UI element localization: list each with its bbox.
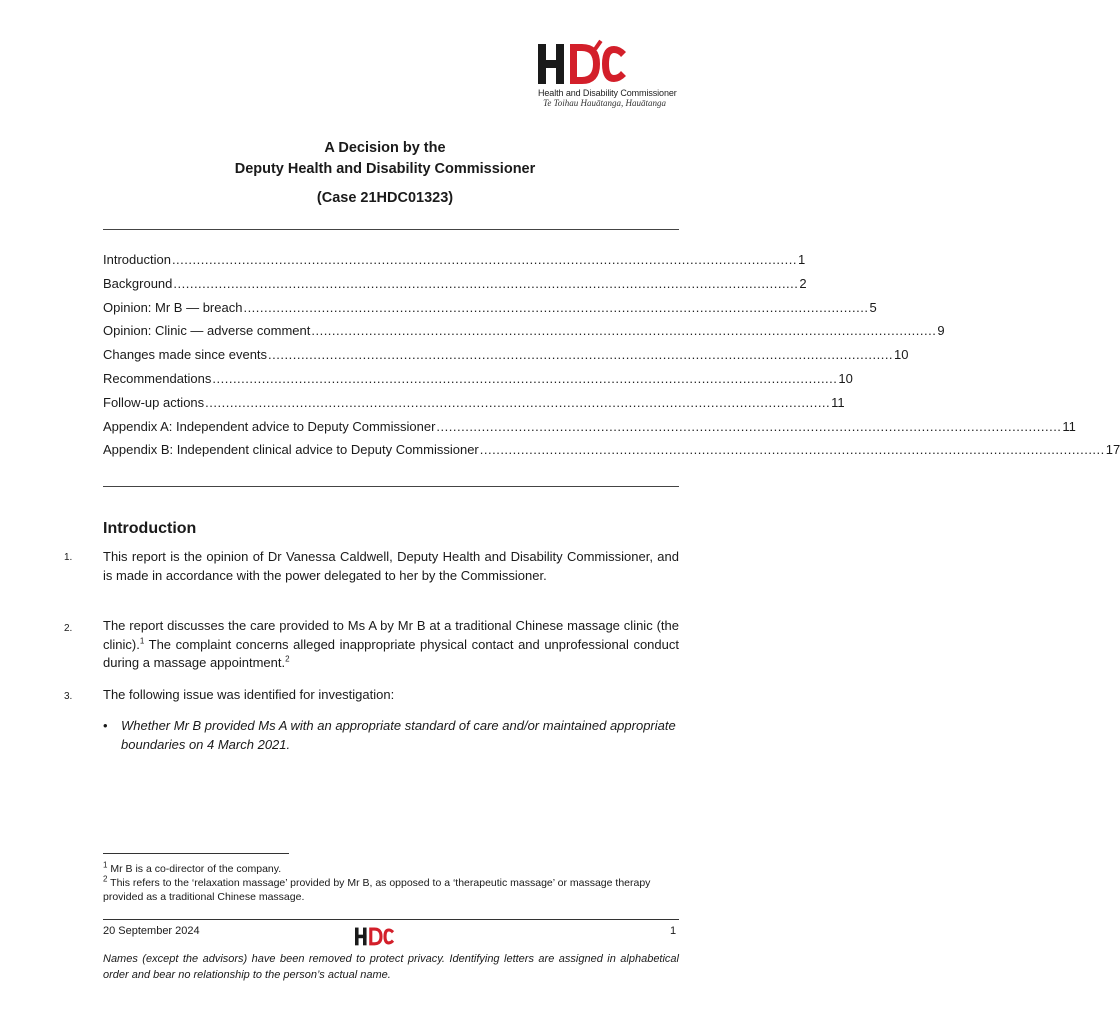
toc-page: 17 — [1105, 442, 1120, 458]
issue-text: Whether Mr B provided Ms A with an appropriate standard of care and/or maintained appropriate boundaries on 4 March 2021. — [121, 718, 676, 752]
toc-page: 1 — [797, 252, 806, 267]
toc-top-rule — [103, 229, 679, 230]
hdc-logo — [538, 40, 688, 108]
toc-label: Opinion: Clinic — adverse comment — [103, 323, 311, 339]
table-of-contents — [103, 252, 1120, 466]
privacy-disclaimer: Names (except the advisors) have been removed to protect privacy. Identifying letters are assigned in alphabetical order and bear no relationship to the person’s actual name. — [103, 953, 679, 981]
logo-org-name: Health and Disability Commissioner — [538, 88, 677, 98]
toc-row[interactable]: Changes made since events ........................................................................................................................................................ 10 — [103, 347, 909, 363]
toc-page: 2 — [799, 275, 807, 291]
toc-label: Appendix A: Independent advice to Deputy Commissioner — [103, 418, 436, 434]
footer-rule — [103, 919, 679, 920]
toc-label: Introduction — [103, 252, 171, 267]
logo-maori-name: Te Toihau Hauātanga, Hauātanga — [543, 98, 666, 108]
document-title — [0, 138, 770, 209]
toc-page: 11 — [831, 394, 845, 410]
toc-row[interactable]: Introduction ........................................................................................................................................................ 1 — [103, 252, 806, 267]
paragraph-number: 1. — [64, 552, 73, 563]
toc-page: 10 — [894, 347, 909, 363]
toc-page: 9 — [937, 323, 945, 339]
toc-page: 11 — [1062, 418, 1076, 434]
toc-bottom-rule — [103, 486, 679, 487]
title-line-2: Deputy Health and Disability Commissioner — [234, 161, 536, 177]
issue-bullet — [103, 716, 679, 754]
toc-row[interactable]: Background ........................................................................................................................................................ 2 — [103, 275, 807, 291]
toc-label: Follow-up actions — [103, 394, 205, 410]
paragraph-3: The following issue was identified for investigation: — [103, 687, 395, 702]
title-line-1: A Decision by the — [324, 140, 446, 156]
toc-row[interactable]: Opinion: Clinic — adverse comment ........................................................................................................................................................ 9 — [103, 323, 945, 339]
toc-label: Recommendations — [103, 370, 212, 386]
bullet-dot: • — [103, 718, 108, 733]
toc-row[interactable]: Recommendations ........................................................................................................................................................ 10 — [103, 370, 853, 386]
hdc-logo-mark — [538, 40, 628, 86]
paragraph-1: This report is the opinion of Dr Vanessa Caldwell, Deputy Health and Disability Commissioner, and is made in accordance with the power delegated to her by the Commissioner. — [103, 549, 679, 583]
paragraph-number: 3. — [64, 691, 73, 702]
paragraph-number: 2. — [64, 623, 73, 634]
footnote-ref-2[interactable]: 2 — [285, 654, 290, 664]
case-number: (Case 21HDC01323) — [316, 190, 454, 206]
footer-hdc-logo — [355, 924, 395, 953]
section-heading-introduction: Introduction — [103, 520, 197, 537]
paragraph-2: The report discusses the care provided to Ms A by Mr B at a traditional Chinese massage clinic (the clinic).$^1$ The complaint concerns alleged inappropriate physical contact and unprofessional conduct during a massage appointment.$^2$ — [103, 618, 679, 670]
toc-row[interactable]: Appendix A: Independent advice to Deputy Commissioner ........................................................................................................................................................ 11 — [103, 418, 1076, 434]
footer-page-number: 1 — [670, 925, 677, 937]
toc-page: 5 — [869, 299, 877, 315]
toc-label: Changes made since events — [103, 347, 268, 363]
footnote-1: $^1$ Mr B is a co-director of the company. — [103, 860, 282, 875]
footnote-separator — [103, 853, 289, 854]
footer-date: 20 September 2024 — [103, 925, 200, 937]
toc-page: 10 — [838, 370, 853, 386]
toc-label: Background — [103, 275, 173, 291]
footnotes — [103, 862, 679, 904]
toc-row[interactable]: Opinion: Mr B — breach ........................................................................................................................................................ 5 — [103, 299, 877, 315]
toc-label: Appendix B: Independent clinical advice to Deputy Commissioner — [103, 442, 479, 458]
footnote-ref-1[interactable]: 1 — [139, 636, 145, 646]
toc-row[interactable]: Follow-up actions ........................................................................................................................................................ 11 — [103, 394, 845, 410]
toc-row[interactable]: Appendix B: Independent clinical advice to Deputy Commissioner ........................................................................................................................................................ 17 — [103, 442, 1120, 458]
footnote-2: $^2$ This refers to the ‘relaxation massage’ provided by Mr B, as opposed to a ‘therapeutic massage’ or massage therapy provided as a traditional Chinese massage. — [103, 874, 651, 903]
toc-label: Opinion: Mr B — breach — [103, 299, 243, 315]
